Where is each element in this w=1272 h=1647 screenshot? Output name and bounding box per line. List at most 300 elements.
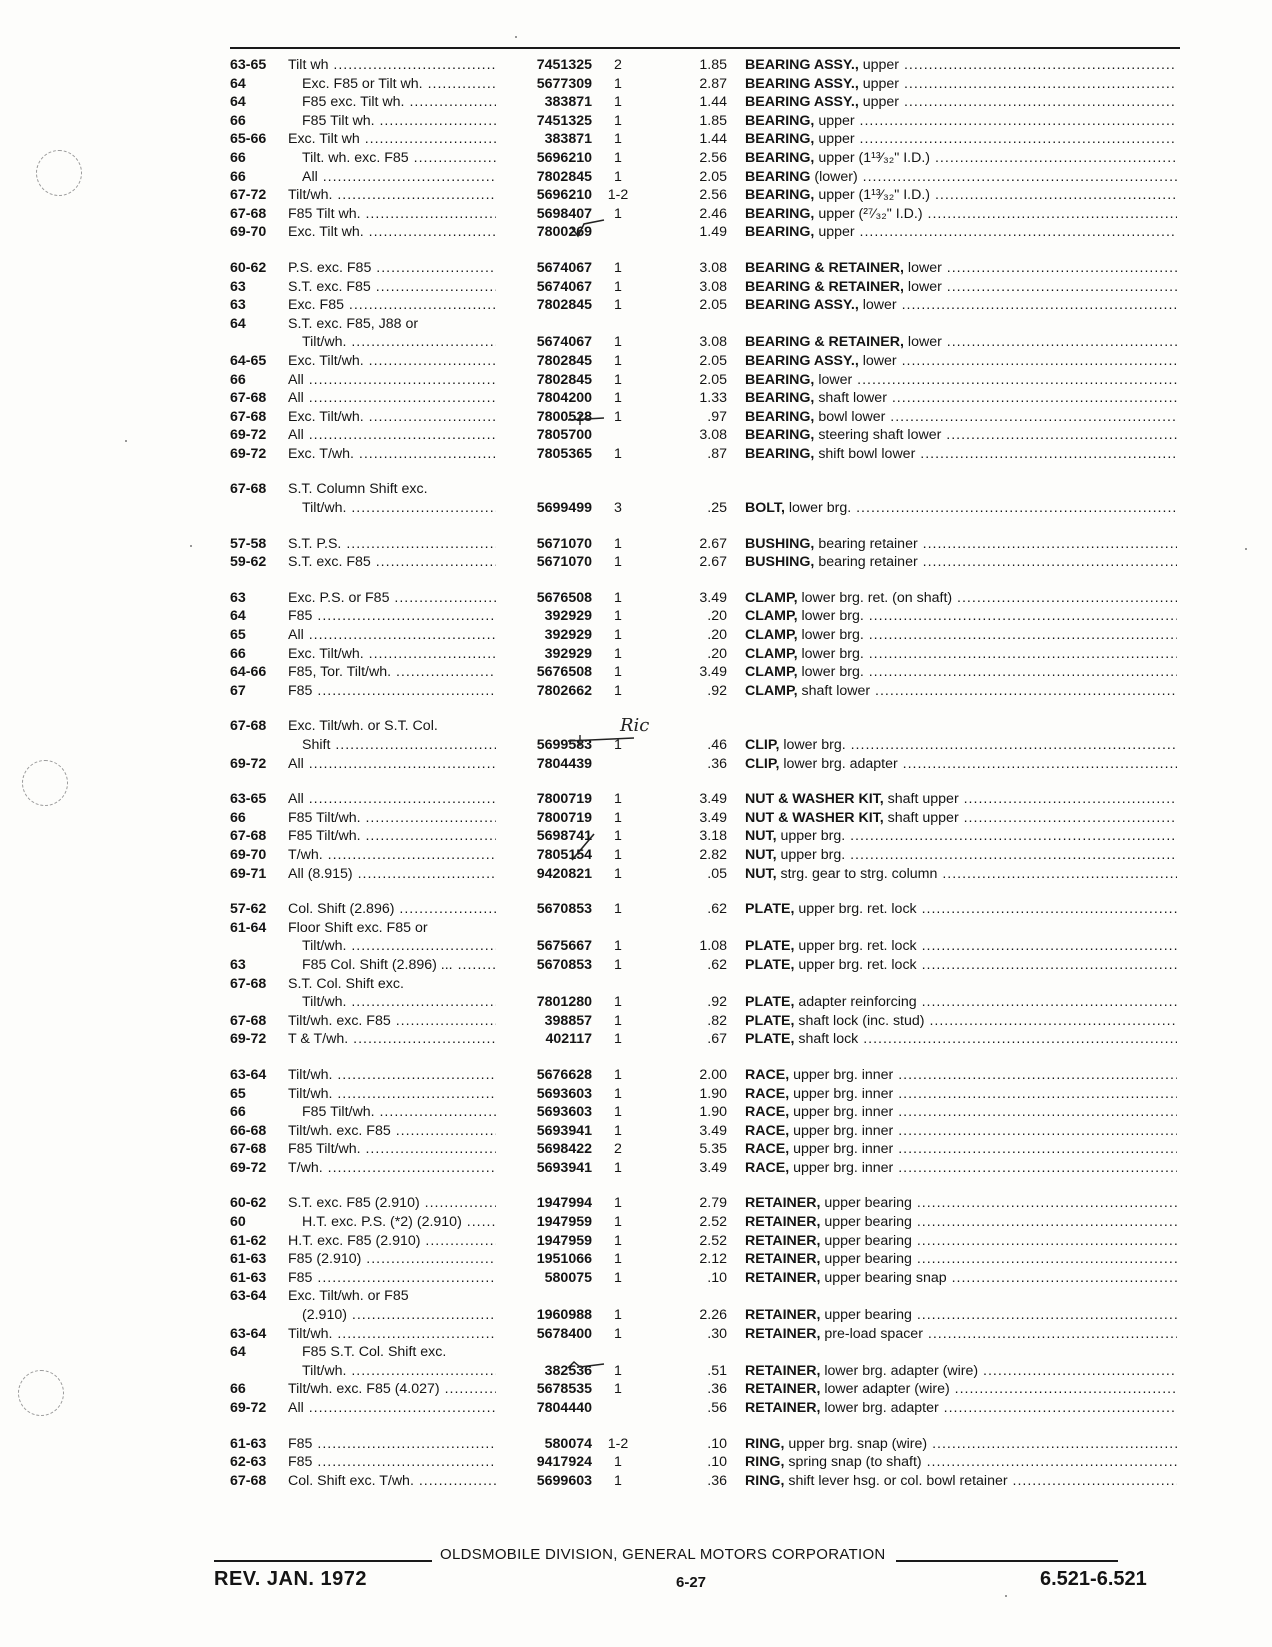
part-number: 5678535 <box>534 1380 592 1399</box>
part-name-main: RING, <box>745 1454 785 1471</box>
price: 2.05 <box>699 297 727 314</box>
application: Exc. Tilt/wh. or S.T. Col. <box>288 718 438 735</box>
part-name <box>745 736 1177 755</box>
part-name-detail: upper bearing <box>820 1307 912 1324</box>
table-row <box>0 682 1272 701</box>
model-year: 69-72 <box>230 1159 267 1176</box>
parts-list <box>0 56 1272 1490</box>
table-row <box>0 480 1272 499</box>
part-name <box>745 186 1177 205</box>
part-number: 382536 <box>542 1362 592 1381</box>
model-year: 66 <box>230 809 246 826</box>
part-name-detail: (lower) <box>810 168 858 185</box>
part-name-detail: lower brg. <box>779 737 846 753</box>
application: S.T. P.S. ..... <box>288 535 496 554</box>
part-name <box>745 333 1177 352</box>
part-name-detail: upper bearing <box>820 1251 912 1268</box>
quantity: 1 <box>614 682 622 699</box>
table-row <box>0 371 1272 390</box>
model-year: 63 <box>230 589 246 606</box>
application: Col. Shift exc. T/wh. ..... <box>288 1472 496 1491</box>
part-name-detail: upper brg. inner <box>789 1141 894 1158</box>
model-year: 67 <box>230 682 246 699</box>
part-name-detail: upper brg. ret. lock <box>794 956 917 973</box>
quantity: 1 <box>614 901 622 918</box>
quantity: 1 <box>614 846 622 863</box>
part-name <box>745 1325 1177 1344</box>
top-rule <box>230 47 1180 49</box>
price: 3.49 <box>699 664 727 681</box>
part-number: 5676508 <box>534 663 592 682</box>
part-name-detail: lower brg. adapter <box>779 755 898 772</box>
price: 1.08 <box>699 938 727 955</box>
quantity: 1 <box>614 1012 622 1029</box>
part-number: 7805154 <box>534 846 592 865</box>
price: .36 <box>707 1472 727 1489</box>
quantity: 1 <box>614 1269 622 1286</box>
application: S.T. Column Shift exc. <box>288 481 428 498</box>
part-name-detail: shaft lower <box>797 682 871 699</box>
price: 2.56 <box>699 149 727 166</box>
application: F85 Tilt/wh. ..... <box>288 809 496 828</box>
table-row <box>0 790 1272 809</box>
part-name-detail: upper bearing <box>820 1214 912 1231</box>
model-year: 66 <box>230 645 246 662</box>
part-name <box>745 1194 1177 1213</box>
part-name <box>745 499 1177 518</box>
part-name <box>745 1232 1177 1251</box>
part-name-detail: upper <box>814 224 855 241</box>
price: .10 <box>707 1269 727 1286</box>
part-name-detail: lower brg. <box>784 500 852 517</box>
part-number: 5699603 <box>534 1472 592 1491</box>
part-name-detail: bearing retainer <box>814 554 918 571</box>
model-year: 57-58 <box>230 535 267 552</box>
model-year: 67-68 <box>230 828 267 845</box>
part-name-detail: lower brg. <box>797 664 864 681</box>
price: .46 <box>707 737 727 753</box>
table-row <box>0 1269 1272 1288</box>
table-row <box>0 223 1272 242</box>
part-name <box>745 278 1177 297</box>
application: (2.910) ..... <box>302 1306 496 1325</box>
part-number: 7802845 <box>534 371 592 390</box>
quantity: 1 <box>614 1325 622 1342</box>
table-row <box>0 1159 1272 1178</box>
price: 2.05 <box>699 168 727 185</box>
quantity: 1 <box>614 1472 622 1489</box>
application: Shift ..... <box>302 736 496 755</box>
model-year: 65 <box>230 627 246 644</box>
part-name-main: BEARING ASSY., <box>745 94 859 111</box>
application: P.S. exc. F85 ..... <box>288 259 496 278</box>
table-row <box>0 1030 1272 1049</box>
part-name <box>745 352 1177 371</box>
part-name-main: CLIP, <box>745 737 780 753</box>
part-name-main: BEARING, <box>745 408 815 425</box>
application: F85 ..... <box>288 607 496 626</box>
quantity: 1 <box>614 297 622 314</box>
table-row <box>0 499 1272 518</box>
model-year: 67-72 <box>230 187 267 204</box>
quantity: 1 <box>614 1031 622 1048</box>
application: All ..... <box>288 371 496 390</box>
application: Tilt/wh. ..... <box>302 333 496 352</box>
model-year: 66 <box>230 371 246 388</box>
model-year: 63 <box>230 278 246 295</box>
part-name-detail: upper brg. snap (wire) <box>784 1435 928 1452</box>
price: 5.35 <box>699 1141 727 1158</box>
part-name <box>745 1306 1177 1325</box>
part-name-main: RETAINER, <box>745 1251 821 1268</box>
price: .62 <box>707 956 727 973</box>
part-name-main: RACE, <box>745 1066 790 1083</box>
part-name <box>745 790 1177 809</box>
part-number: 1960988 <box>534 1306 592 1325</box>
part-name-detail: shaft lock (inc. stud) <box>794 1012 925 1029</box>
table-row <box>0 205 1272 224</box>
table-row <box>0 1362 1272 1381</box>
part-name-detail: upper <box>858 57 900 73</box>
part-name-main: CLAMP, <box>745 589 798 606</box>
table-row <box>0 1122 1272 1141</box>
model-year: 63-64 <box>230 1325 267 1342</box>
application: Exc. Tilt/wh. or F85 <box>288 1288 409 1305</box>
table-row <box>0 1343 1272 1362</box>
part-name-detail: lower brg. <box>797 627 864 644</box>
part-name-main: PLATE, <box>745 956 795 973</box>
table-row <box>0 993 1272 1012</box>
quantity: 1 <box>614 352 622 369</box>
table-row <box>0 1250 1272 1269</box>
table-row <box>0 956 1272 975</box>
part-number: 5699499 <box>534 499 592 518</box>
model-year: 64 <box>230 94 246 111</box>
part-name <box>745 112 1177 131</box>
part-name-main: RETAINER, <box>745 1325 821 1342</box>
part-name-detail: shift lever hsg. or col. bowl retainer <box>784 1472 1008 1489</box>
table-row <box>0 607 1272 626</box>
quantity: 1 <box>614 1454 622 1471</box>
part-name-detail: lower <box>858 297 897 314</box>
quantity: 1 <box>614 554 622 571</box>
part-number: 7800269 <box>534 223 592 242</box>
speck <box>125 440 127 442</box>
model-year: 67-68 <box>230 1141 267 1158</box>
part-number: 398857 <box>542 1012 592 1031</box>
quantity: 1-2 <box>607 187 629 204</box>
part-number: 7802845 <box>534 296 592 315</box>
part-name <box>745 93 1177 112</box>
quantity: 1 <box>614 1195 622 1212</box>
application: F85 S.T. Col. Shift exc. <box>302 1344 447 1361</box>
part-name <box>745 56 1177 75</box>
speck <box>190 545 192 547</box>
table-row <box>0 1103 1272 1122</box>
part-number: 5671070 <box>534 553 592 572</box>
part-name <box>745 553 1177 572</box>
table-row <box>0 937 1272 956</box>
part-name-detail: shift bowl lower <box>814 445 916 462</box>
price: .20 <box>707 627 727 644</box>
application: T/wh. ..... <box>288 1159 496 1178</box>
price: 1.85 <box>699 57 727 73</box>
part-number: 5670853 <box>534 956 592 975</box>
model-year: 65-66 <box>230 131 267 148</box>
part-number: 9420821 <box>534 865 592 884</box>
model-year: 61-62 <box>230 1232 267 1249</box>
part-number: 392929 <box>542 626 592 645</box>
table-row <box>0 535 1272 554</box>
quantity: 1 <box>614 1104 622 1121</box>
part-name <box>745 1250 1177 1269</box>
application: S.T. Col. Shift exc. <box>288 975 404 992</box>
model-year: 64-66 <box>230 664 267 681</box>
part-name <box>745 426 1177 445</box>
table-row <box>0 426 1272 445</box>
price: .25 <box>707 500 727 517</box>
binder-hole-bottom <box>18 1370 64 1416</box>
part-number: 7800528 <box>534 408 592 427</box>
part-name-main: CLAMP, <box>745 645 798 662</box>
quantity: 1 <box>614 809 622 826</box>
part-name <box>745 1103 1177 1122</box>
application: H.T. exc. F85 (2.910) ..... <box>288 1232 496 1251</box>
part-name <box>745 589 1177 608</box>
quantity: 1 <box>614 1214 622 1231</box>
model-year: 59-62 <box>230 554 267 571</box>
model-year: 67-68 <box>230 975 267 992</box>
part-name-detail: lower adapter (wire) <box>820 1381 950 1398</box>
part-number: 5698741 <box>534 827 592 846</box>
application: F85 exc. Tilt wh. ..... <box>302 93 496 112</box>
price: 2.05 <box>699 352 727 369</box>
application: Tilt/wh. ..... <box>288 1066 496 1085</box>
part-number: 7804440 <box>534 1399 592 1418</box>
part-name <box>745 645 1177 664</box>
price: 3.08 <box>699 334 727 351</box>
application: S.T. exc. F85 ..... <box>288 553 496 572</box>
price: 3.49 <box>699 791 727 808</box>
application: Floor Shift exc. F85 or <box>288 919 428 936</box>
application: Exc. Tilt/wh. ..... <box>288 352 496 371</box>
part-name-main: BEARING <box>745 168 811 185</box>
part-number: 5674067 <box>534 259 592 278</box>
part-name-detail: upper <box>858 94 900 111</box>
price: 2.00 <box>699 1066 727 1083</box>
model-year: 69-70 <box>230 224 267 241</box>
part-name-detail: spring snap (to shaft) <box>784 1454 922 1471</box>
model-year: 67-68 <box>230 390 267 407</box>
part-name-main: RACE, <box>745 1159 790 1176</box>
part-name-detail: lower <box>903 334 942 351</box>
part-name-main: RETAINER, <box>745 1214 821 1231</box>
quantity: 1 <box>614 1159 622 1176</box>
quantity: 1 <box>614 112 622 129</box>
part-name <box>745 445 1177 464</box>
model-year: 66 <box>230 1381 246 1398</box>
part-name-detail: bearing retainer <box>814 535 918 552</box>
part-name <box>745 626 1177 645</box>
price: 2.46 <box>699 205 727 222</box>
part-name <box>745 663 1177 682</box>
quantity: 1 <box>614 1251 622 1268</box>
part-number: 5676628 <box>534 1066 592 1085</box>
table-row <box>0 1399 1272 1418</box>
table-row <box>0 975 1272 994</box>
part-name-main: CLAMP, <box>745 608 798 625</box>
part-name-main: PLATE, <box>745 1031 795 1048</box>
application: Tilt wh ..... <box>288 56 496 75</box>
price: 3.49 <box>699 589 727 606</box>
model-year: 61-64 <box>230 919 267 936</box>
part-name-main: BEARING & RETAINER, <box>745 278 904 295</box>
price: 1.33 <box>699 390 727 407</box>
part-name-detail: upper <box>858 75 900 92</box>
part-name <box>745 1362 1177 1381</box>
application: F85 ..... <box>288 1435 496 1454</box>
application: H.T. exc. P.S. (*2) (2.910) ..... <box>302 1213 496 1232</box>
part-name-main: RING, <box>745 1435 785 1452</box>
part-name <box>745 900 1177 919</box>
part-name-main: RETAINER, <box>745 1400 821 1416</box>
application: Tilt/wh. exc. F85 ..... <box>288 1122 496 1141</box>
part-name-detail: shaft upper <box>883 791 959 808</box>
part-name-detail: lower <box>903 259 942 276</box>
price: 2.67 <box>699 554 727 571</box>
quantity: 1 <box>614 1232 622 1249</box>
part-number: 5671070 <box>534 535 592 554</box>
part-name-main: BEARING ASSY., <box>745 352 859 369</box>
table-row <box>0 809 1272 828</box>
part-number: 1951066 <box>534 1250 592 1269</box>
model-year: 63-64 <box>230 1288 267 1305</box>
part-number: 7805700 <box>534 426 592 445</box>
model-year: 67-68 <box>230 1472 267 1489</box>
application: All ..... <box>288 790 496 809</box>
part-name-main: BEARING, <box>745 112 815 129</box>
part-name-main: CLAMP, <box>745 627 798 644</box>
part-name <box>745 75 1177 94</box>
part-number: 7802662 <box>534 682 592 701</box>
price: 3.18 <box>699 828 727 845</box>
part-number: 392929 <box>542 607 592 626</box>
part-name <box>745 1472 1177 1491</box>
part-name <box>745 682 1177 701</box>
tick-mark-icon <box>566 413 606 427</box>
application: Exc. Tilt wh. ..... <box>288 223 496 242</box>
application: Tilt/wh. ..... <box>302 937 496 956</box>
part-name-main: BEARING ASSY., <box>745 75 859 92</box>
price: 2.82 <box>699 846 727 863</box>
part-number: 5676508 <box>534 589 592 608</box>
table-row <box>0 56 1272 75</box>
table-row <box>0 1213 1272 1232</box>
part-name <box>745 371 1177 390</box>
part-name-detail: lower brg. <box>797 608 864 625</box>
quantity: 1 <box>614 278 622 295</box>
application: S.T. exc. F85 (2.910) ..... <box>288 1194 496 1213</box>
part-name <box>745 1140 1177 1159</box>
part-name-main: RACE, <box>745 1104 790 1121</box>
model-year: 61-63 <box>230 1435 267 1452</box>
application: Col. Shift (2.896) ..... <box>288 900 496 919</box>
table-row <box>0 1140 1272 1159</box>
part-name <box>745 865 1177 884</box>
part-name <box>745 755 1177 774</box>
part-name-detail: upper <box>814 131 855 148</box>
quantity: 1 <box>614 259 622 276</box>
table-row <box>0 75 1272 94</box>
part-name-main: RETAINER, <box>745 1195 821 1212</box>
application: Exc. Tilt/wh. ..... <box>288 408 496 427</box>
application: Exc. F85 or Tilt wh. ..... <box>302 75 496 94</box>
part-name-detail: upper brg. inner <box>789 1085 894 1102</box>
quantity: 1 <box>614 408 622 425</box>
application: Tilt/wh. ..... <box>288 186 496 205</box>
application: Tilt/wh. ..... <box>302 499 496 518</box>
part-number: 7451325 <box>534 56 592 75</box>
part-number: 7800719 <box>534 809 592 828</box>
price: .05 <box>707 865 727 882</box>
part-name-main: RETAINER, <box>745 1307 821 1324</box>
part-name-detail: upper brg. ret. lock <box>794 901 917 918</box>
model-year: 69-70 <box>230 846 267 863</box>
table-row <box>0 663 1272 682</box>
application: Exc. T/wh. ..... <box>288 445 496 464</box>
price: .20 <box>707 645 727 662</box>
price: 1.44 <box>699 94 727 111</box>
table-row <box>0 865 1272 884</box>
part-name-main: BEARING, <box>745 427 815 444</box>
quantity: 1 <box>614 737 622 753</box>
table-row <box>0 1453 1272 1472</box>
part-name-detail: lower <box>903 278 942 295</box>
application: All ..... <box>288 1399 496 1418</box>
part-name-main: RACE, <box>745 1085 790 1102</box>
table-row <box>0 278 1272 297</box>
part-name-detail: upper brg. inner <box>789 1066 894 1083</box>
table-row <box>0 149 1272 168</box>
part-name-detail: lower <box>814 371 853 388</box>
part-name-detail: lower <box>858 352 897 369</box>
application: F85 Tilt wh. ..... <box>288 205 496 224</box>
part-number: 5670853 <box>534 900 592 919</box>
part-name <box>745 223 1177 242</box>
application: F85, Tor. Tilt/wh. ..... <box>288 663 496 682</box>
model-year: 66 <box>230 1104 246 1121</box>
table-row <box>0 736 1272 755</box>
application: F85 (2.910) ..... <box>288 1250 496 1269</box>
part-name-detail: lower brg. ret. (on shaft) <box>797 589 953 606</box>
model-year: 67-68 <box>230 481 267 498</box>
price: 2.12 <box>699 1251 727 1268</box>
quantity: 1 <box>614 535 622 552</box>
table-row <box>0 333 1272 352</box>
part-name-detail: upper brg. <box>776 846 846 863</box>
table-row <box>0 1066 1272 1085</box>
quantity: 1 <box>614 956 622 973</box>
part-name <box>745 1213 1177 1232</box>
table-row <box>0 259 1272 278</box>
table-row <box>0 296 1272 315</box>
table-row <box>0 315 1272 334</box>
table-row <box>0 445 1272 464</box>
part-number: 1947959 <box>534 1232 592 1251</box>
quantity: 1-2 <box>607 1435 629 1452</box>
part-number: 5693603 <box>534 1103 592 1122</box>
quantity: 1 <box>614 627 622 644</box>
